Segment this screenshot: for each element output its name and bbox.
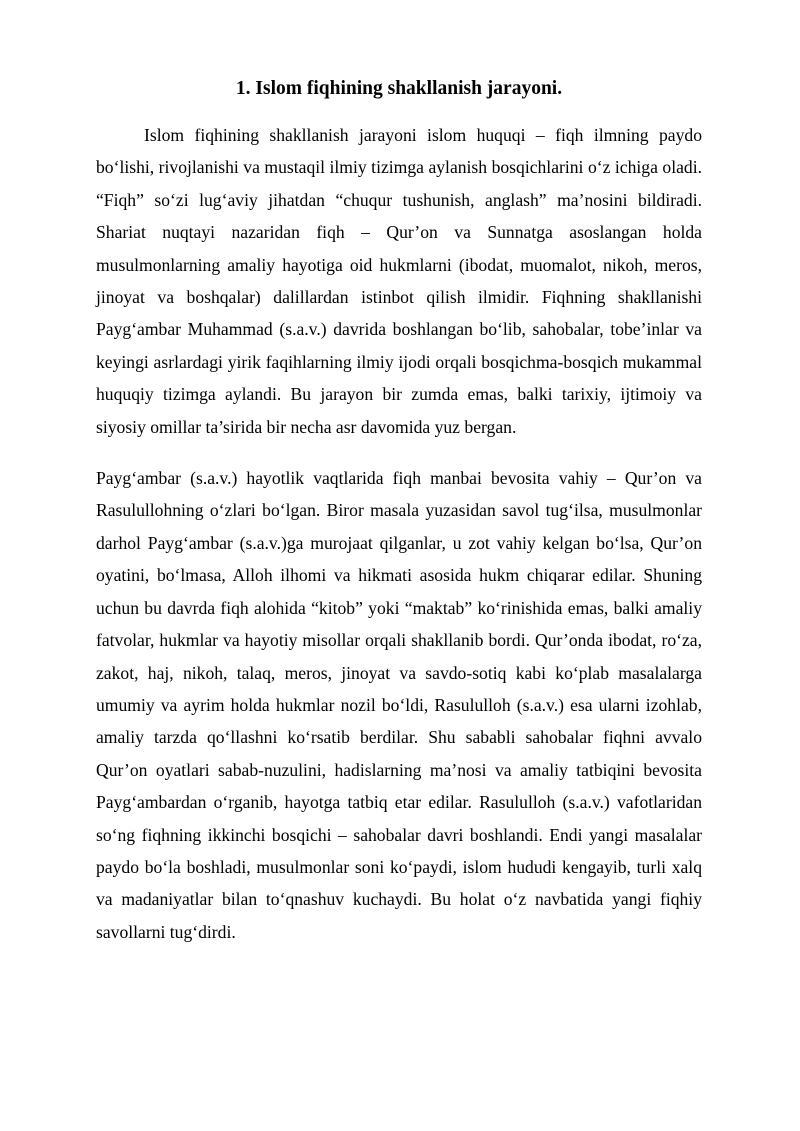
paragraph-prophet-era: Payg‘ambar (s.a.v.) hayotlik vaqtlarida fiqh manbai bevosita vahiy – Qur’on va Rasulullohning o‘zlari bo‘lgan. Biror masala yuzasidan savol tug‘ilsa, musulmonlar darhol Payg‘ambar (s.a.v.)ga murojaat qilganlar, u zot vahiy kelgan bo‘lsa, Qur’on oyatini, bo‘lmasa, Alloh ilhomi va hikmati asosida hukm chiqarar edilar. Shuning uchun bu davrda fiqh alohida “kitob” yoki “maktab” ko‘rinishida emas, balki amaliy fatvolar, hukmlar va hayotiy misollar orqali shakllanib bordi. Qur’onda ibodat, ro‘za, zakot, haj, nikoh, talaq, meros, jinoyat va savdo-sotiq kabi ko‘plab masalalarga umumiy va ayrim holda hukmlar nozil bo‘ldi, Rasululloh (s.a.v.) esa ularni izohlab, amaliy tarzda qo‘llashni ko‘rsatib berdilar. Shu sababli sahobalar fiqhni avvalo Qur’on oyatlari sabab-nuzulini, hadislarning ma’nosi va amaliy tatbiqini bevosita Payg‘ambardan o‘rganib, hayotga tatbiq etar edilar. Rasululloh (s.a.v.) vafotlaridan so‘ng fiqhning ikkinchi bosqichi – sahobalar davri boshlandi. Endi yangi masalalar paydo bo‘la boshladi, musulmonlar soni ko‘paydi, islom hududi kengayib, turli xalq va madaniyatlar bilan to‘qnashuv kuchaydi. Bu holat o‘z navbatida yangi fiqhiy savollarni tug‘dirdi.: [96, 468, 702, 942]
paragraph-intro: Islom fiqhining shakllanish jarayoni islom huquqi – fiqh ilmning paydo bo‘lishi, rivojlanishi va mustaqil ilmiy tizimga aylanish bosqichlarini o‘z ichiga oladi. “Fiqh” so‘zi lug‘aviy jihatdan “chuqur tushunish, anglash” ma’nosini bildiradi. Shariat nuqtayi nazaridan fiqh – Qur’on va Sunnatga asoslangan holda musulmonlarning amaliy hayotiga oid hukmlarni (ibodat, muomalot, nikoh, meros, jinoyat va boshqalar) dalillardan istinbot qilish ilmidir. Fiqhning shakllanishi Payg‘ambar Muhammad (s.a.v.) davrida boshlangan bo‘lib, sahobalar, tobe’inlar va keyingi asrlardagi yirik faqihlarning ilmiy ijodi orqali bosqichma-bosqich mukammal huquqiy tizimga aylandi. Bu jarayon bir zumda emas, balki tarixiy, ijtimoiy va siyosiy omillar ta’sirida bir necha asr davomida yuz bergan.: [96, 125, 702, 437]
document-page: [96, 75, 702, 948]
document-title: 1. Islom fiqhining shakllanish jarayoni.: [235, 78, 563, 99]
